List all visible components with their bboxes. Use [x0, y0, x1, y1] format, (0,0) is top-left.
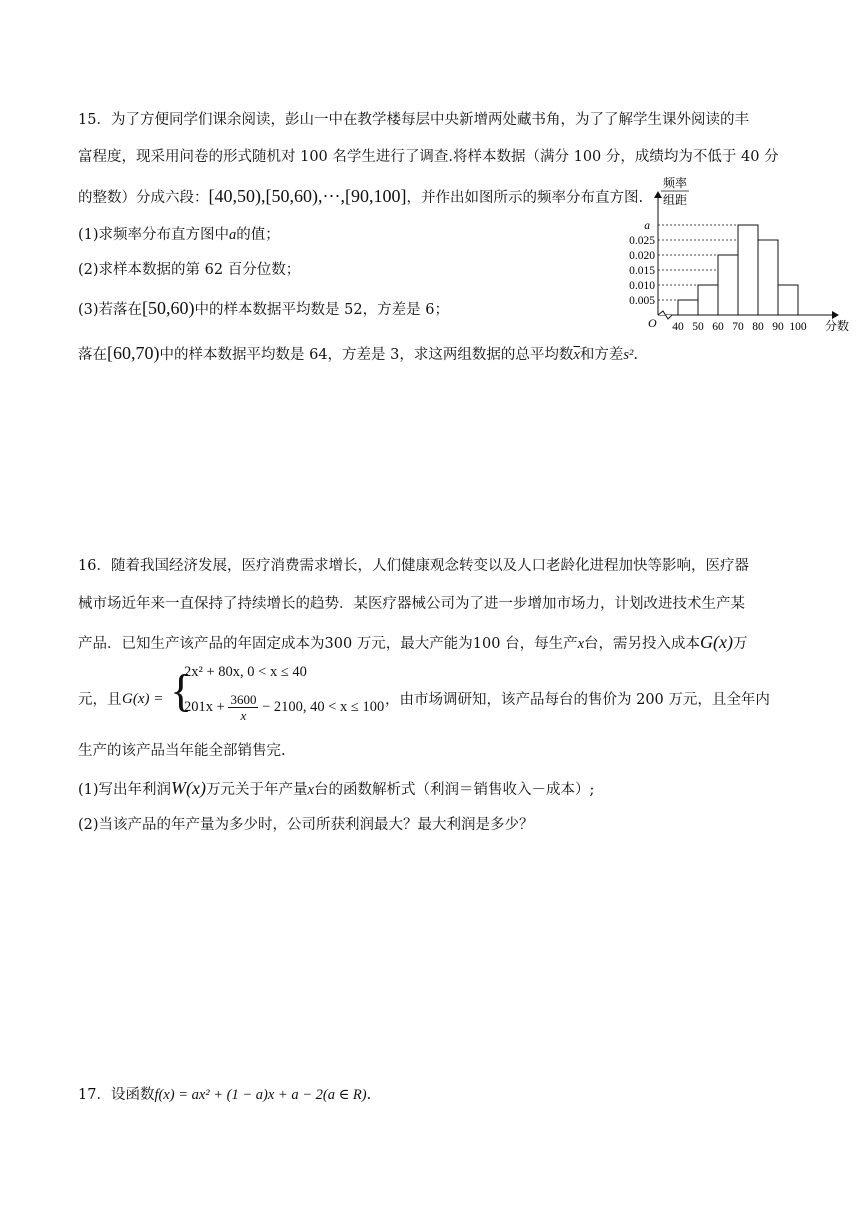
y-axis-label-top: 频率 — [662, 176, 688, 190]
q15-sub3b-and: 和方差 — [579, 347, 624, 363]
piecewise-case-1: 2x² + 80x, 0 < x ≤ 40 — [184, 664, 307, 680]
fraction-denominator: x — [240, 708, 247, 723]
q15-sub3-interval: [50,60) — [142, 298, 195, 318]
x-tick-label: 40 — [672, 321, 684, 333]
q16-line-1: 16．随着我国经济发展，医疗消费需求增长，人们健康观念转变以及人口老龄化进程加快等影响，医疗器 — [78, 558, 749, 574]
q15-mean-symbol: $\overline{x}$ — [573, 347, 580, 363]
y-axis-label-bottom: 组距 — [662, 193, 688, 207]
q16-sub1-mid: 万元关于年产量 — [206, 782, 308, 798]
q16-line-2: 械市场近年来一直保持了持续增长的趋势．某医疗器械公司为了进一步增加市场力，计划改进技术生产某 — [78, 596, 745, 612]
q17-line — [78, 1085, 371, 1105]
q15-line-3 — [78, 186, 643, 208]
q16-line-4-post: ，由市场调研知，该产品每台的售价为 200 万元，且全年内 — [385, 692, 770, 708]
q15-sub1-end: 的值； — [236, 227, 280, 243]
q16-cost-function: G(x) — [700, 632, 733, 652]
histogram-bar — [718, 255, 738, 315]
histogram-bar — [738, 225, 758, 315]
q15-subquestion-1 — [78, 225, 280, 245]
q15-line-2: 富程度，现采用问卷的形式随机对 100 名学生进行了调查.将样本数据（满分 100 分，成绩均为不低于 40 分 — [78, 149, 779, 165]
x-tick-label: 90 — [772, 321, 784, 333]
q16-sub1-pre: (1)写出年利润 — [78, 782, 172, 798]
x-axis-label: 分数 — [825, 319, 850, 333]
q15-interval-list: [40,50),[50,60),···,[90,100] — [208, 186, 407, 206]
q15-subquestion-3 — [78, 298, 449, 320]
q16-sub1-end: 台的函数解析式（利润＝销售收入－成本）; — [313, 782, 595, 798]
x-tick-label: 100 — [789, 321, 807, 333]
q15-sub3b-mid: 中的样本数据平均数是 64，方差是 3，求这两组数据的总平均数 — [159, 347, 574, 363]
piecewise-brace: { — [170, 665, 193, 716]
q15-sub1-text: (1)求频率分布直方图中 — [78, 227, 230, 243]
q15-subquestion-2: (2)求样本数据的第 62 百分位数； — [78, 262, 301, 278]
q17-pre: 17．设函数 — [78, 1087, 155, 1103]
y-tick-label: a — [644, 220, 650, 232]
histogram-bar — [678, 300, 698, 315]
q15-sub3-end: 中的样本数据平均数是 52，方差是 6； — [194, 302, 449, 318]
x-tick-label: 50 — [692, 321, 704, 333]
q15-sub3-text: (3)若落在 — [78, 302, 143, 318]
q16-line-3-end: 万 — [733, 636, 748, 652]
y-tick-label: 0.025 — [629, 235, 655, 247]
histogram-bar — [698, 285, 718, 315]
q16-line-3-variable: x — [577, 636, 585, 652]
q15-sub3b-text: 落在 — [78, 347, 107, 363]
x-tick-label: 70 — [732, 321, 744, 333]
q16-line-5: 生产的该产品当年能全部销售完. — [78, 743, 286, 759]
q16-subquestion-1 — [78, 778, 594, 800]
q16-sub1-variable: x — [307, 782, 314, 798]
q15-sub3b-interval: [60,70) — [107, 343, 160, 363]
q15-variance-symbol: s² — [623, 347, 634, 363]
q15-sub1-variable: a — [229, 227, 237, 243]
frequency-histogram — [610, 170, 850, 340]
x-tick-label: 80 — [752, 321, 764, 333]
piecewise-case-2-b: − 2100, 40 < x ≤ 100 — [262, 698, 385, 715]
q15-line-1: 15．为了方便同学们课余阅读，彭山一中在教学楼每层中央新增两处藏书角，为了了解学生课外阅读的丰 — [78, 112, 749, 128]
q17-end: . — [366, 1087, 372, 1103]
y-tick-label: 0.005 — [629, 295, 655, 307]
q17-function: f(x) = ax² + (1 − a)x + a − 2(a ∈ R) — [154, 1087, 367, 1103]
q16-line-3-pre: 产品．已知生产该产品的年固定成本为300 万元，最大产能为100 台，每生产 — [78, 636, 578, 652]
x-tick-label: 60 — [712, 321, 724, 333]
histogram-bar — [778, 285, 798, 315]
piecewise-case-2-a: 201x + — [184, 698, 225, 715]
y-tick-label: 0.015 — [629, 265, 655, 277]
q15-subquestion-3-continued — [78, 343, 638, 365]
q15-sub3b-end: . — [633, 347, 638, 363]
q15-line-3-pre: 的整数）分成六段： — [78, 190, 209, 206]
fraction-numerator: 3600 — [230, 692, 257, 707]
y-tick-label: 0.020 — [629, 250, 655, 262]
q16-piecewise-lhs: G(x) = — [122, 691, 164, 707]
q16-profit-function: W(x) — [171, 778, 207, 798]
y-tick-label: 0.010 — [629, 280, 655, 292]
q15-line-3-post: ，并作出如图所示的频率分布直方图. — [406, 190, 644, 206]
axis-break — [658, 311, 672, 319]
origin-label: O — [648, 316, 657, 330]
q16-line-3-mid: 台，需另投入成本 — [584, 636, 701, 652]
q16-subquestion-2: (2)当该产品的年产量为多少时，公司所获利润最大？最大利润是多少？ — [78, 817, 534, 833]
q16-line-3 — [78, 632, 748, 654]
piecewise-case-2 — [184, 692, 384, 723]
q16-line-4-pre: 元，且 — [78, 692, 122, 708]
fraction — [228, 692, 258, 723]
histogram-bar — [758, 240, 778, 315]
